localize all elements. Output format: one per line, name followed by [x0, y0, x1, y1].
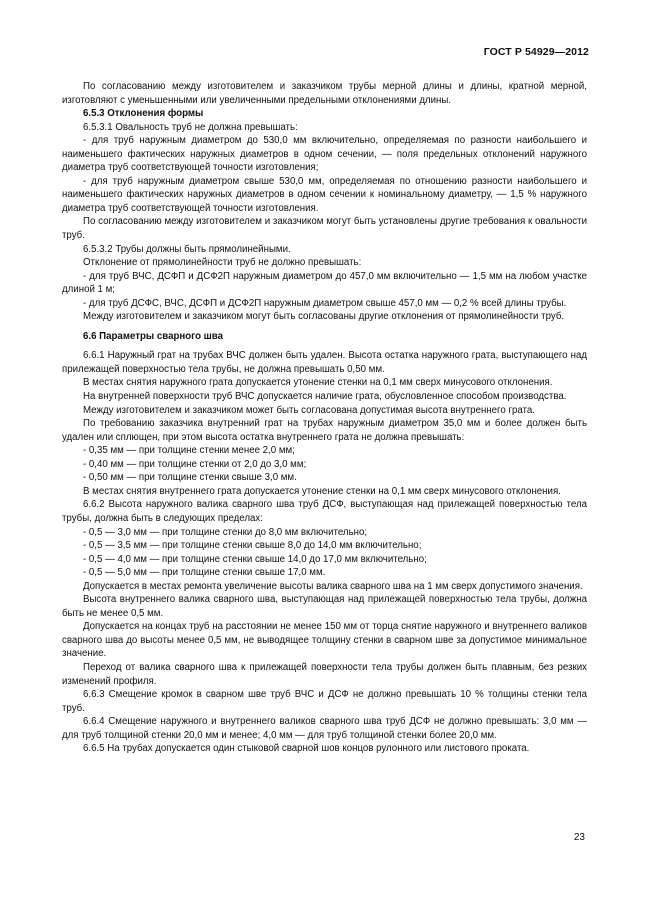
document-body: [62, 80, 587, 756]
paragraph: Между изготовителем и заказчиком могут быть согласованы другие отклонения от прямолинейности труб.: [83, 311, 565, 323]
paragraph: 6.6.2 Высота наружного валика сварного шва труб ДСФ, выступающая над прилежащей поверхностью тела трубы, должна быть в следующих пределах:: [62, 499, 587, 524]
paragraph: 6.6.4 Смещение наружного и внутреннего валиков сварного шва труб ДСФ не должно превышать: 3,0 мм — для труб толщиной стенки 20,0 мм и менее; 4,0 мм — для труб толщиной стенки более 20,0 мм.: [62, 716, 587, 741]
paragraph: Высота внутреннего валика сварного шва, выступающая над прилежащей поверхностью тела трубы, должна быть не менее 0,5 мм.: [62, 594, 587, 619]
section-heading-6-5-3: 6.5.3 Отклонения формы: [83, 108, 204, 120]
list-item: - 0,35 мм — при толщине стенки менее 2,0 мм;: [83, 445, 295, 457]
paragraph: Допускается в местах ремонта увеличение высоты валика сварного шва на 1 мм сверх допустимого значения.: [83, 580, 583, 592]
paragraph: 6.6.5 На трубах допускается один стыковой сварной шов концов рулонного или листового проката.: [83, 743, 530, 755]
list-item: - 0,5 — 3,5 мм — при толщине стенки свыше 8,0 до 14,0 мм включительно;: [83, 540, 422, 552]
paragraph: В местах снятия внутреннего грата допускается утонение стенки на 0,1 мм сверх минусового отклонения.: [83, 485, 561, 497]
paragraph: На внутренней поверхности труб ВЧС допускается наличие грата, обусловленное способом производства.: [83, 391, 567, 403]
list-item: - 0,5 — 4,0 мм — при толщине стенки свыше 14,0 до 17,0 мм включительно;: [83, 553, 427, 565]
paragraph: Между изготовителем и заказчиком может быть согласована допустимая высота внутреннего грата.: [83, 404, 535, 416]
paragraph: 6.5.3.2 Трубы должны быть прямолинейными.: [83, 243, 291, 255]
list-item: - для труб наружным диаметром свыше 530,0 мм, определяемая по отношению разности наибольшего и наименьшего фактических наружных диаметров в одном сечении к номинальному диаметру, — 1,5 % наружного диаметра труб соответствующей точности изготовления.: [62, 175, 587, 214]
list-item: - 0,5 — 5,0 мм — при толщине стенки свыше 17,0 мм.: [83, 567, 326, 579]
paragraph: 6.6.3 Смещение кромок в сварном шве труб ВЧС и ДСФ не должно превышать 10 % толщины стенки тела труб.: [62, 689, 587, 714]
list-item: - для труб наружным диаметром до 530,0 мм включительно, определяемая по разности наибольшего и наименьшего фактических наружных диаметров в одном сечении, — поля предельных отклонений наружного диаметра труб соответствующей точности изготовления;: [62, 135, 587, 174]
paragraph: По согласованию между изготовителем и заказчиком могут быть установлены другие требования к овальности труб.: [62, 216, 587, 242]
paragraph: По согласованию между изготовителем и заказчиком трубы мерной длины и длины, кратной мерной, изготовляют с уменьшенными или увеличенными предельными отклонениями длины.: [62, 81, 587, 106]
paragraph: В местах снятия наружного грата допускается утонение стенки на 0,1 мм сверх минусового отклонения.: [83, 377, 553, 389]
paragraph: По требованию заказчика внутренний грат на трубах наружным диаметром 35,0 мм и более должен быть удален или сплющен, при этом высота остатка внутреннего грата не должна превышать:: [62, 418, 587, 443]
page-number: 23: [573, 832, 585, 843]
list-item: - 0,50 мм — при толщине стенки свыше 3,0 мм.: [83, 472, 297, 484]
paragraph: 6.6.1 Наружный грат на трубах ВЧС должен быть удален. Высота остатка наружного грата, выступающего над прилежащей поверхностью тела трубы, не должна превышать 0,50 мм.: [62, 350, 587, 375]
list-item: - для труб ВЧС, ДСФП и ДСФ2П наружным диаметром до 457,0 мм включительно — 1,5 мм на любом участке длиной 1 м;: [62, 270, 587, 296]
list-item: - 0,5 — 3,0 мм — при толщине стенки до 8,0 мм включительно;: [83, 526, 368, 538]
paragraph: Отклонение от прямолинейности труб не должно превышать:: [83, 257, 362, 269]
document-header: ГОСТ Р 54929—2012: [483, 46, 589, 58]
section-heading-6-6: 6.6 Параметры сварного шва: [83, 330, 223, 342]
paragraph: Допускается на концах труб на расстоянии не менее 150 мм от торца снятие наружного и внутреннего валиков сварного шва до высоты менее 0,5 мм, не выводящее толщину стенки в сварном шве за допустимое минимальное значение.: [62, 621, 587, 660]
paragraph: Переход от валика сварного шва к прилежащей поверхности тела трубы должен быть плавным, без резких изменений профиля.: [62, 661, 587, 687]
list-item: - 0,40 мм — при толщине стенки от 2,0 до 3,0 мм;: [83, 458, 307, 470]
list-item: - для труб ДСФС, ВЧС, ДСФП и ДСФ2П наружным диаметром свыше 457,0 мм — 0,2 % всей длины трубы.: [83, 297, 567, 309]
paragraph: 6.5.3.1 Овальность труб не должна превышать:: [83, 121, 298, 133]
